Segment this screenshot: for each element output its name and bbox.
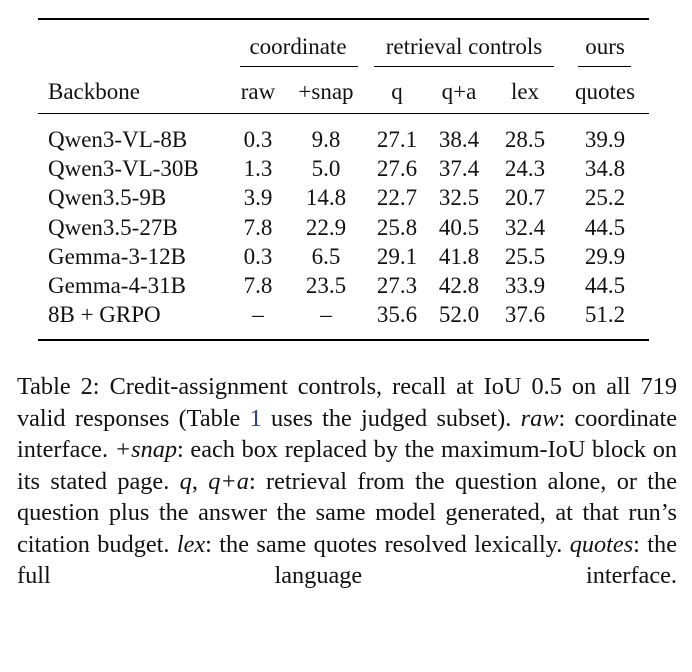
cell-lex: 24.3 <box>504 156 546 182</box>
cell-raw: 7.8 <box>243 214 273 240</box>
caption-line-1 <box>17 371 677 592</box>
caption-def-snap: : each box replaced by the maximum-IoU block on its stated page. <box>17 436 677 495</box>
cell-snap: 14.8 <box>305 185 347 211</box>
cell-raw: – <box>252 302 264 328</box>
cell-lex: 32.4 <box>504 214 546 240</box>
caption-term-snap: +snap <box>114 436 178 463</box>
cell-q: 22.7 <box>376 185 418 211</box>
cell-qa: 42.8 <box>438 273 480 298</box>
caption-term-lex: lex <box>176 530 206 558</box>
cell-q: 27.6 <box>376 156 418 182</box>
cell-qa: 41.8 <box>438 243 480 269</box>
cmidrule-ours <box>578 66 631 67</box>
cell-snap: 9.8 <box>311 127 341 152</box>
cell-quotes: 34.8 <box>584 156 626 182</box>
cell-quotes: 25.2 <box>584 185 626 211</box>
caption-term-quotes: quotes <box>569 530 634 558</box>
cell-lex: 28.5 <box>504 127 546 152</box>
cmidrule-retrieval <box>374 66 554 67</box>
caption-intro: Credit-assignment controls, recall at IoU 0.5 on all 719 valid responses (Table <box>17 373 677 432</box>
cell-qa: 40.5 <box>438 214 480 240</box>
cmidrule-coordinate <box>240 66 358 67</box>
caption-sep: , <box>191 467 209 495</box>
cell-qa: 32.5 <box>438 185 480 211</box>
cell-quotes: 39.9 <box>584 127 626 152</box>
cell-q: 35.6 <box>376 302 418 328</box>
cell-backbone: 8B + GRPO <box>48 302 161 328</box>
cell-lex: 33.9 <box>504 273 546 298</box>
cell-snap: 22.9 <box>305 214 347 240</box>
cell-raw: 3.9 <box>243 185 273 211</box>
cell-raw: 7.8 <box>243 273 273 298</box>
cell-qa: 37.4 <box>438 156 480 182</box>
group-header-coordinate: coordinate <box>249 34 347 59</box>
cell-backbone: Qwen3-VL-8B <box>48 127 188 152</box>
table-caption <box>17 371 677 592</box>
cell-backbone: Qwen3-VL-30B <box>48 156 199 182</box>
caption-def-quotes: : the full language interface. <box>17 530 677 589</box>
cell-qa: 38.4 <box>438 127 480 152</box>
caption-def-qa: : retrieval from the question alone, or the question plus the answer the same model generated, at that run’s citation budget. <box>17 467 677 558</box>
caption-term-qa: q+a <box>208 467 249 495</box>
group-header-retrieval: retrieval controls <box>385 34 543 59</box>
cell-snap: 5.0 <box>311 156 341 182</box>
cell-quotes: 51.2 <box>584 302 626 328</box>
cell-snap: 6.5 <box>311 243 341 269</box>
cell-backbone: Qwen3.5-27B <box>48 214 178 240</box>
cell-raw: 0.3 <box>243 243 273 269</box>
table-reference-link[interactable]: 1 <box>249 404 262 432</box>
cell-raw: 1.3 <box>243 156 273 182</box>
column-header-q: q <box>391 79 403 104</box>
column-header-raw: raw <box>240 79 276 104</box>
cell-lex: 25.5 <box>504 243 546 269</box>
cell-backbone: Gemma-3-12B <box>48 243 186 269</box>
column-header-lex: lex <box>510 79 540 104</box>
cell-lex: 37.6 <box>504 302 546 328</box>
cell-qa: 52.0 <box>438 302 480 328</box>
caption-term-raw: raw <box>520 404 559 432</box>
caption-def-lex: : the same quotes resolved lexically. <box>205 530 563 558</box>
cell-quotes: 29.9 <box>584 243 626 269</box>
cell-snap: – <box>320 302 332 328</box>
column-header-qa: q+a <box>441 79 477 104</box>
column-header-snap: +snap <box>298 79 354 104</box>
caption-intro-end: uses the judged subset). <box>261 404 512 432</box>
cell-backbone: Qwen3.5-9B <box>48 185 167 211</box>
caption-term-q: q <box>179 467 192 495</box>
caption-def-raw: : coordinate interface. <box>17 404 678 463</box>
cell-q: 29.1 <box>376 243 418 269</box>
cell-backbone: Gemma-4-31B <box>48 273 186 298</box>
cell-raw: 0.3 <box>243 127 273 152</box>
mid-rule <box>38 113 649 114</box>
cell-lex: 20.7 <box>504 185 546 211</box>
cell-q: 27.3 <box>376 273 418 298</box>
cell-snap: 23.5 <box>305 273 347 298</box>
cell-q: 27.1 <box>376 127 418 152</box>
column-header-backbone: Backbone <box>48 79 140 104</box>
cell-q: 25.8 <box>376 214 418 240</box>
caption-label: Table 2: <box>17 373 100 400</box>
column-header-quotes: quotes <box>574 79 636 104</box>
bottom-rule <box>38 339 649 341</box>
cell-quotes: 44.5 <box>584 273 626 298</box>
cell-quotes: 44.5 <box>584 214 626 240</box>
top-rule <box>38 18 649 20</box>
group-header-ours: ours <box>585 34 625 59</box>
